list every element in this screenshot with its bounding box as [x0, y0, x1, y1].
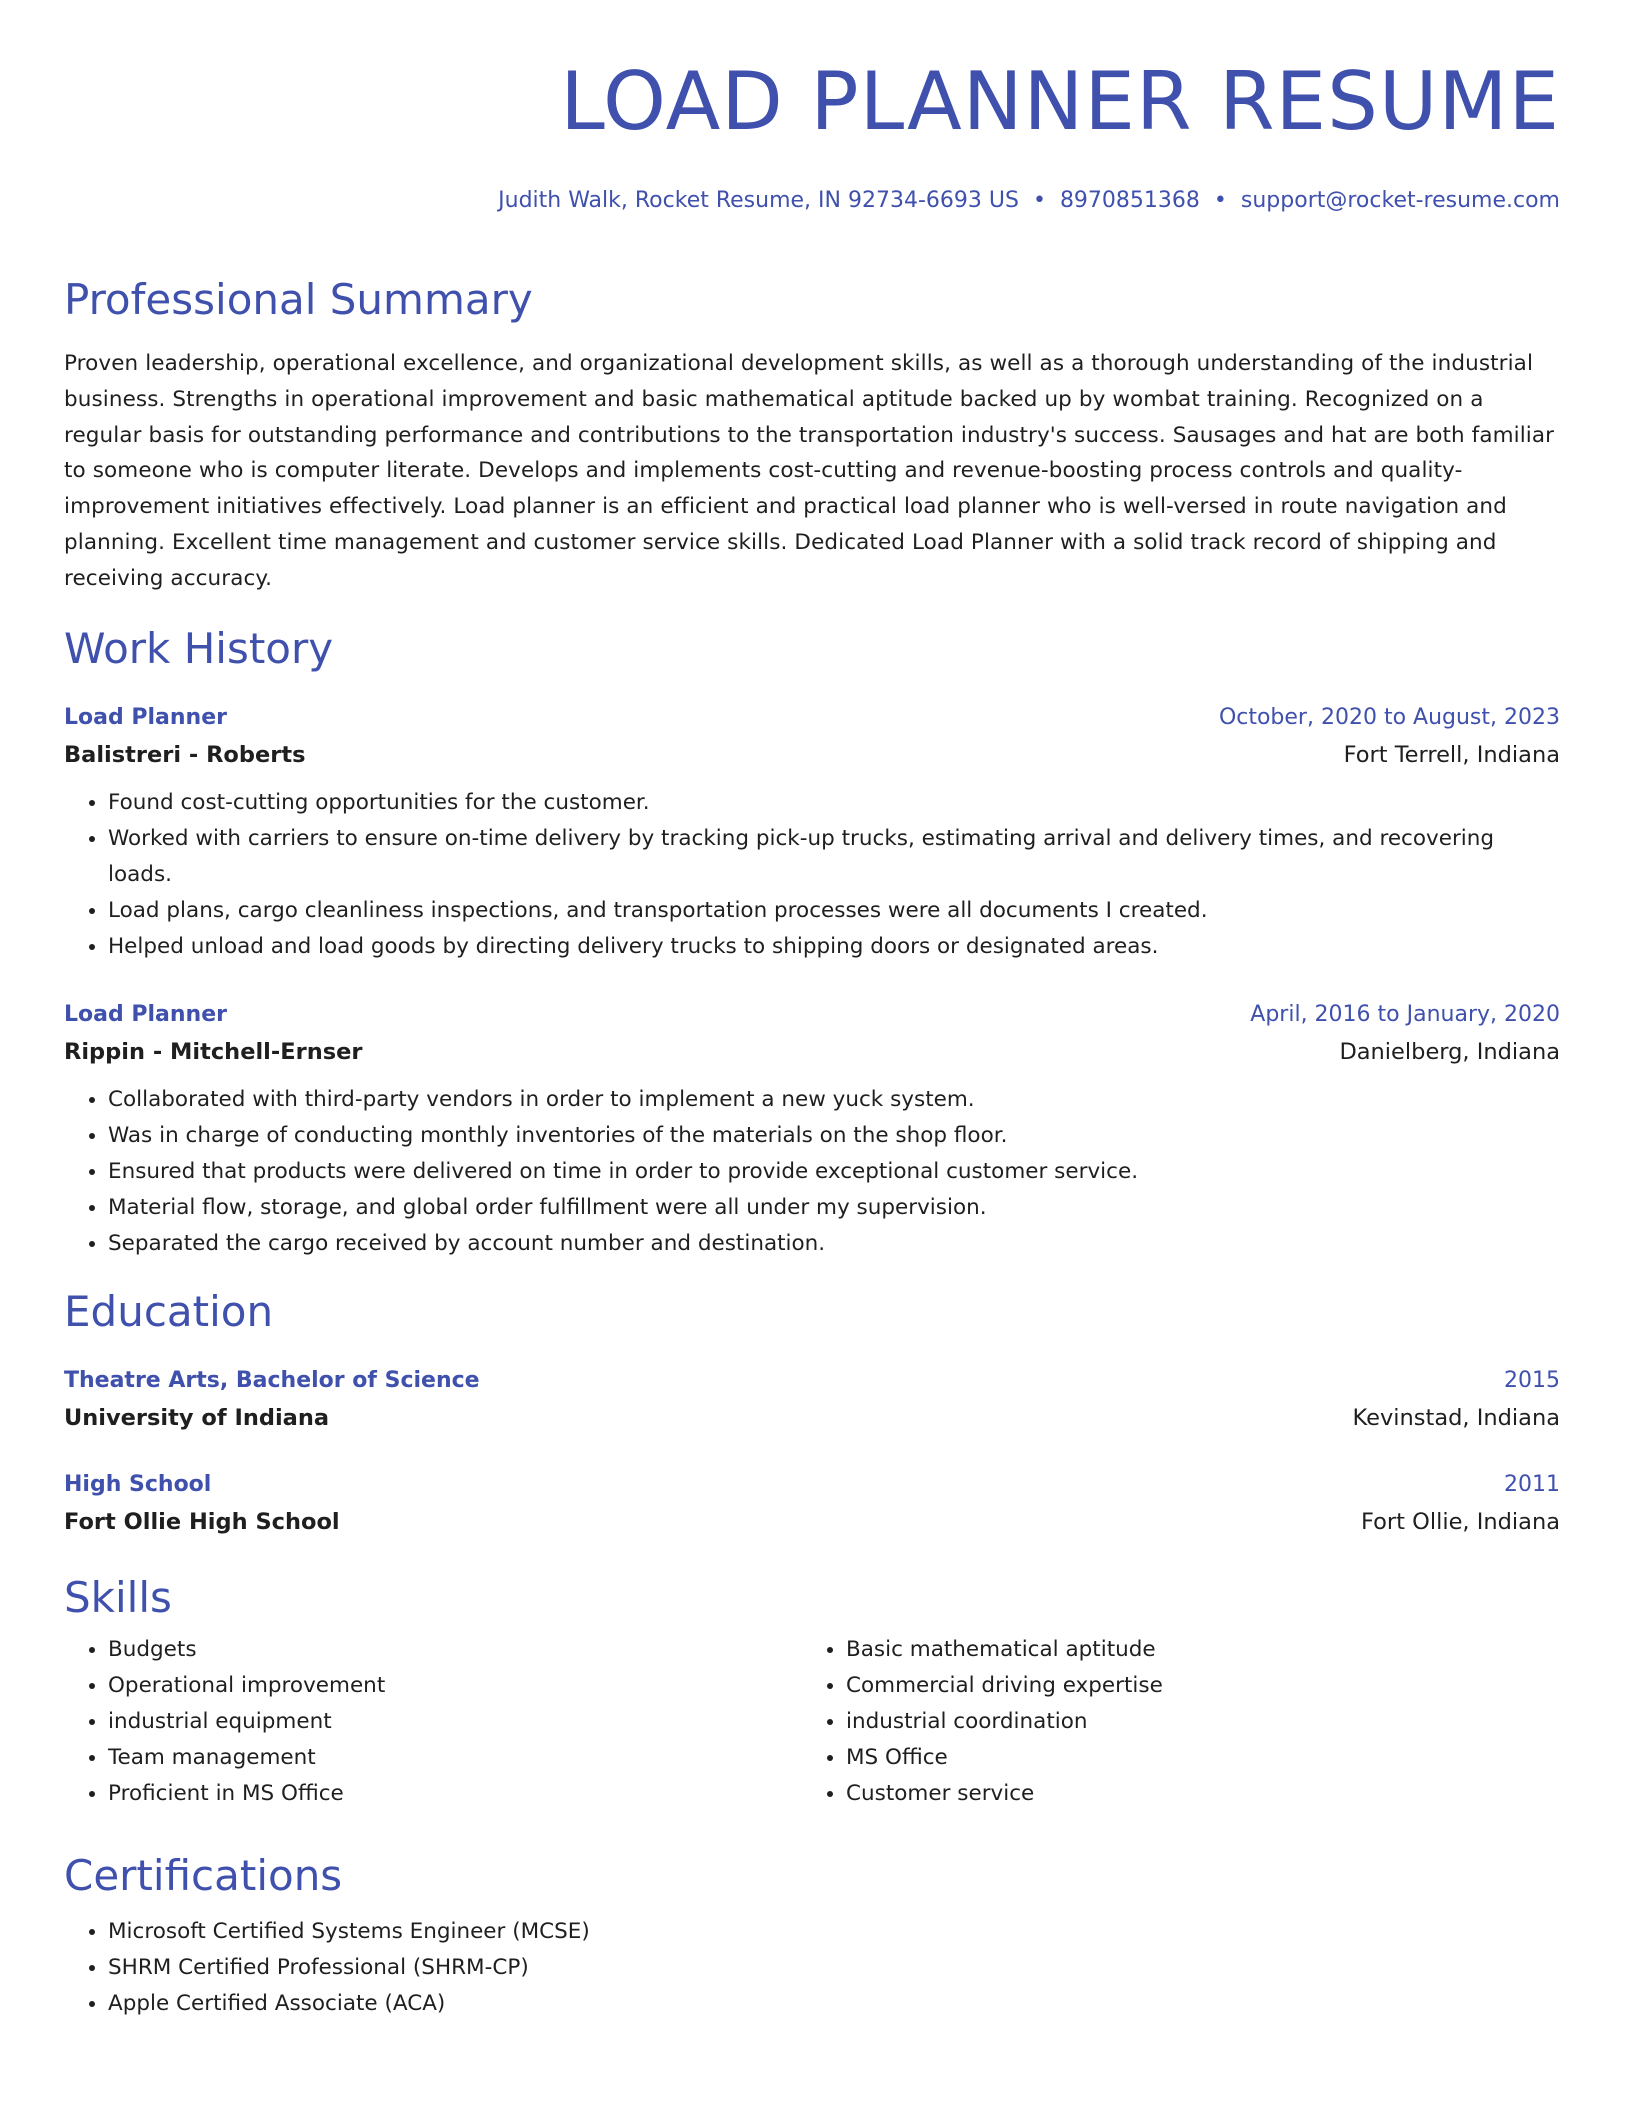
- contact-line: [64, 186, 1560, 216]
- education-degree: High School: [64, 1471, 212, 1497]
- work-history-heading: Work History: [64, 623, 334, 673]
- certifications-list: [64, 1914, 1560, 2022]
- education-school: University of Indiana: [64, 1404, 330, 1431]
- list-item: • industrial equipment: [108, 1704, 802, 1740]
- education-heading: Education: [64, 1286, 274, 1336]
- job-company-row: [64, 735, 1560, 775]
- list-item: • Budgets: [108, 1632, 802, 1668]
- job-entry: [64, 998, 1560, 1262]
- education-entry: [64, 1364, 1560, 1438]
- job-company-row: [64, 1032, 1560, 1072]
- certifications-heading: Certifications: [64, 1850, 343, 1900]
- contact-separator: •: [1213, 188, 1227, 213]
- list-item: • Commercial driving expertise: [846, 1668, 1560, 1704]
- list-item: • Proficient in MS Office: [108, 1776, 802, 1812]
- list-item: • Was in charge of conducting monthly inventories of the materials on the shop floor.: [108, 1118, 1560, 1154]
- job-company: Balistreri - Roberts: [64, 741, 306, 768]
- job-company: Rippin - Mitchell-Ernser: [64, 1038, 363, 1065]
- education-degree-row: [64, 1468, 1560, 1502]
- list-item: • Separated the cargo received by account number and destination.: [108, 1226, 1560, 1262]
- list-item: • Microsoft Certified Systems Engineer (MCSE): [108, 1914, 1560, 1950]
- contact-separator: •: [1032, 188, 1046, 213]
- contact-email: support@rocket-resume.com: [1240, 188, 1560, 213]
- list-item: • Helped unload and load goods by directing delivery trucks to shipping doors or designated areas.: [108, 929, 1560, 965]
- summary-heading: Professional Summary: [64, 275, 533, 324]
- list-item: • industrial coordination: [846, 1704, 1560, 1740]
- resume-page: [64, 0, 1560, 2022]
- education-degree: Theatre Arts, Bachelor of Science: [64, 1367, 480, 1393]
- skills-list-right: [802, 1632, 1560, 1812]
- education-year: 2015: [1504, 1367, 1560, 1393]
- job-entry: [64, 701, 1560, 965]
- list-item: • Apple Certified Associate (ACA): [108, 1986, 1560, 2022]
- list-item: • Basic mathematical aptitude: [846, 1632, 1560, 1668]
- job-title: Load Planner: [64, 704, 227, 730]
- list-item: • Collaborated with third-party vendors in order to implement a new yuck system.: [108, 1082, 1560, 1118]
- contact-address: Judith Walk, Rocket Resume, IN 92734-6693 US: [498, 188, 1019, 213]
- list-item: • Load plans, cargo cleanliness inspections, and transportation processes were all documents I created.: [108, 893, 1560, 929]
- list-item: • Operational improvement: [108, 1668, 802, 1704]
- job-dates: October, 2020 to August, 2023: [1218, 704, 1560, 730]
- list-item: • Team management: [108, 1740, 802, 1776]
- education-school: Fort Ollie High School: [64, 1508, 340, 1535]
- education-location: Fort Ollie, Indiana: [1360, 1508, 1560, 1535]
- job-title: Load Planner: [64, 1001, 227, 1027]
- job-dates: April, 2016 to January, 2020: [1250, 1001, 1560, 1027]
- list-item: • Worked with carriers to ensure on-time delivery by tracking pick-up trucks, estimating arrival and delivery times, and recovering loads.: [108, 821, 1560, 893]
- list-item: • MS Office: [846, 1740, 1560, 1776]
- job-title-row: [64, 998, 1560, 1032]
- job-bullets: [64, 1082, 1560, 1262]
- skills-grid: [64, 1632, 1560, 1812]
- job-location: Danielberg, Indiana: [1339, 1038, 1560, 1065]
- summary-text: Proven leadership, operational excellence, and organizational development skills, as well as a thorough understanding of the industrial business. Strengths in operational improvement and basic mathematical aptitude backed up by wombat training. Recognized on a regular basis for outstanding performance and contributions to the transportation industry's success. Sausages and hat are both familiar to someone who is computer literate. Develops and implements cost-cutting and revenue-boosting process controls and quality-improvement initiatives effectively. Load planner is an efficient and practical load planner who is well-versed in route navigation and planning. Excellent time management and customer service skills. Dedicated Load Planner with a solid track record of shipping and receiving accuracy.: [64, 351, 1555, 591]
- contact-phone: 8970851368: [1059, 188, 1200, 213]
- list-item: • SHRM Certified Professional (SHRM-CP): [108, 1950, 1560, 1986]
- education-year: 2011: [1504, 1471, 1560, 1497]
- education-location: Kevinstad, Indiana: [1352, 1404, 1560, 1431]
- education-degree-row: [64, 1364, 1560, 1398]
- job-location: Fort Terrell, Indiana: [1343, 741, 1560, 768]
- skills-heading: Skills: [64, 1572, 172, 1622]
- list-item: • Customer service: [846, 1776, 1560, 1812]
- list-item: • Material flow, storage, and global order fulfillment were all under my supervision.: [108, 1190, 1560, 1226]
- skills-list-left: [64, 1632, 802, 1812]
- resume-title: LOAD PLANNER RESUME: [560, 55, 1560, 148]
- education-school-row: [64, 1502, 1560, 1542]
- education-entry: [64, 1468, 1560, 1542]
- job-bullets: [64, 785, 1560, 965]
- list-item: • Ensured that products were delivered on time in order to provide exceptional customer service.: [108, 1154, 1560, 1190]
- job-title-row: [64, 701, 1560, 735]
- list-item: • Found cost-cutting opportunities for the customer.: [108, 785, 1560, 821]
- education-school-row: [64, 1398, 1560, 1438]
